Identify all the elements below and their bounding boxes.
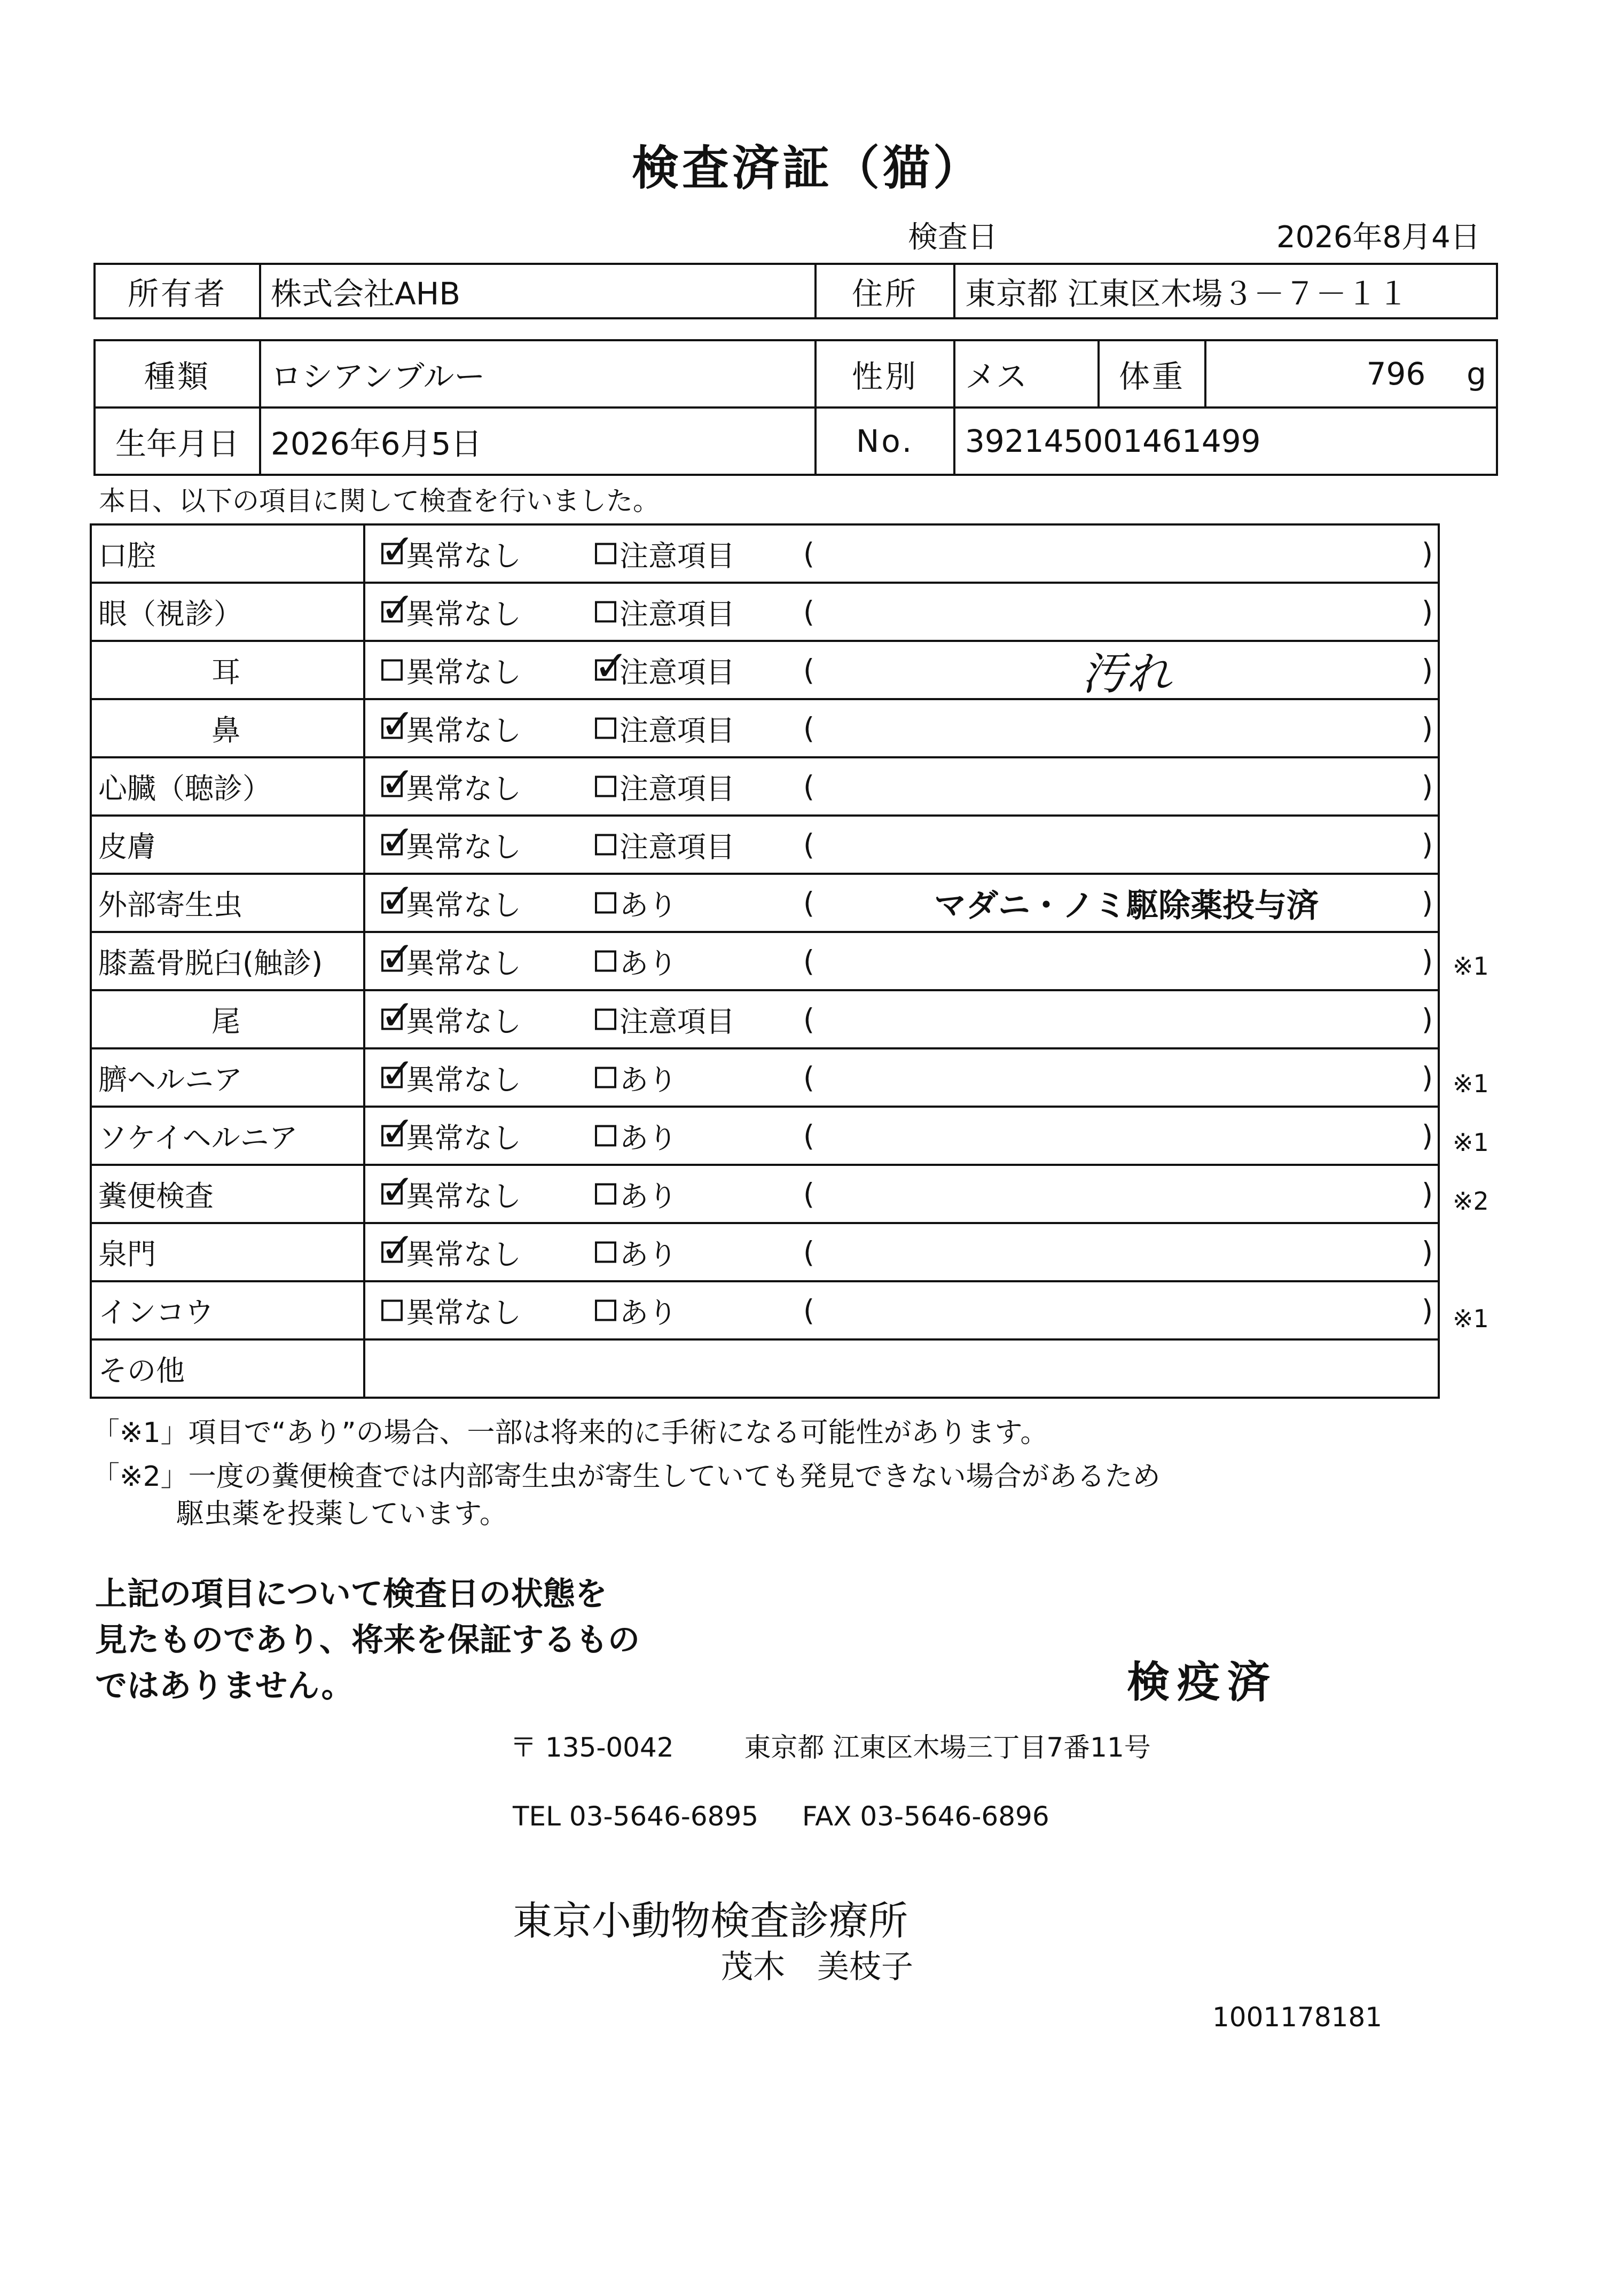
option-attention[interactable] (595, 824, 735, 865)
intro-text: 本日、以下の項目に関して検査を行いました。 (99, 485, 660, 516)
option-label: 異常なし (406, 1179, 521, 1213)
note-close-paren: ) (1422, 1002, 1433, 1036)
inspector-name: 茂木 美枝子 (721, 1948, 913, 1986)
inspection-item-label: 耳 (211, 655, 240, 689)
birth-label: 生年月日 (95, 408, 260, 475)
option-attention[interactable] (595, 1290, 677, 1331)
inspection-item-label: 鼻 (211, 714, 240, 747)
option-attention[interactable] (595, 766, 735, 807)
inspection-result-cell (364, 641, 1439, 699)
option-label: 異常なし (406, 539, 521, 573)
note-close-paren: ) (1422, 711, 1433, 745)
option-attention[interactable] (595, 999, 735, 1040)
note-close-paren: ) (1422, 1061, 1433, 1094)
check-mark-icon: ✓ (380, 1224, 415, 1273)
note-open-paren: ( (803, 1119, 815, 1153)
inspection-row (91, 1165, 1439, 1223)
checkbox[interactable] (380, 584, 415, 632)
footnote-2-line-2: 駆虫薬を投薬しています。 (176, 1498, 507, 1530)
note-open-paren: ( (803, 537, 815, 570)
check-mark-icon: ✓ (380, 584, 415, 632)
serial-number: 1001178181 (1212, 2002, 1383, 2033)
option-attention[interactable] (595, 533, 735, 574)
checkbox[interactable] (380, 991, 415, 1040)
checkbox[interactable] (380, 526, 415, 574)
checkbox[interactable] (595, 1300, 616, 1321)
footnote-1: 「※1」項目で“あり”の場合、一部は将来的に手術になる可能性があります。 (92, 1417, 1048, 1449)
inspection-row (91, 524, 1439, 583)
option-label: 注意項目 (620, 830, 735, 864)
option-label: 異常なし (406, 1005, 521, 1038)
inspection-row (91, 874, 1439, 932)
footnote-mark: ※1 (1453, 1304, 1489, 1333)
note-open-paren: ( (803, 944, 815, 978)
inspection-result-cell (364, 583, 1439, 641)
option-label: 注意項目 (620, 772, 735, 805)
footnote-mark: ※2 (1453, 1187, 1489, 1216)
guarantee-line-3: ではありません。 (95, 1667, 354, 1705)
sex-label: 性別 (816, 340, 954, 408)
checkbox[interactable] (380, 758, 415, 807)
checkbox[interactable] (595, 1184, 616, 1205)
weight-unit: g (1467, 356, 1486, 392)
checkbox[interactable] (380, 1224, 415, 1273)
inspection-table (90, 523, 1440, 1399)
note-close-paren: ) (1422, 1294, 1433, 1327)
checkbox[interactable] (380, 875, 415, 923)
inspection-row (91, 641, 1439, 699)
option-attention[interactable] (595, 1115, 677, 1156)
option-attention[interactable] (595, 1173, 677, 1214)
guarantee-line-1: 上記の項目について検査日の状態を (95, 1576, 607, 1613)
inspection-date-value: 2026年8月4日 (1276, 220, 1480, 255)
option-no-abnormality[interactable] (381, 1290, 521, 1331)
contact-line (513, 1801, 1049, 1832)
checkbox[interactable] (595, 892, 616, 914)
fax-number: FAX 03-5646-6896 (802, 1801, 1049, 1832)
note-open-paren: ( (803, 1294, 815, 1327)
footnote-2-line-1: 「※2」一度の糞便検査では内部寄生虫が寄生していても発見できない場合があるため (92, 1461, 1161, 1493)
option-label: あり (620, 1179, 677, 1213)
inspection-row (91, 699, 1439, 757)
inspection-note: マダニ・ノミ駆除薬投与済 (934, 887, 1319, 924)
checkbox[interactable] (595, 951, 616, 972)
check-mark-icon: ✓ (380, 875, 415, 923)
option-no-abnormality[interactable] (380, 584, 521, 632)
option-attention[interactable] (595, 591, 735, 632)
inspection-item-name (91, 524, 364, 583)
note-open-paren: ( (803, 595, 815, 629)
inspection-item-label: 泉門 (98, 1237, 156, 1271)
option-label: 注意項目 (620, 539, 735, 573)
checkbox[interactable] (380, 933, 415, 982)
option-label: 注意項目 (620, 597, 735, 631)
clinic-address: 東京都 江東区木場三丁目7番11号 (744, 1732, 1151, 1763)
inspection-item-label: 尾 (211, 1005, 240, 1038)
checkbox[interactable] (380, 700, 415, 749)
breed-value: ロシアンブルー (260, 340, 816, 408)
option-label: あり (620, 1237, 677, 1271)
checkbox[interactable] (595, 1125, 616, 1147)
note-open-paren: ( (803, 1061, 815, 1094)
check-mark-icon: ✓ (380, 526, 415, 574)
inspection-item-name (91, 1281, 364, 1339)
inspection-row (91, 1107, 1439, 1165)
inspection-item-label: 膝蓋骨脱臼(触診) (98, 946, 323, 980)
animal-table (93, 339, 1498, 476)
inspection-result-cell (364, 699, 1439, 757)
note-close-paren: ) (1422, 1119, 1433, 1153)
checkbox[interactable] (380, 1166, 415, 1214)
inspection-result-cell (364, 1107, 1439, 1165)
owner-table (93, 263, 1498, 319)
inspection-item-label: 糞便検査 (98, 1179, 214, 1213)
checkbox[interactable] (595, 718, 616, 739)
document-title: 検査済証（猫） (631, 140, 983, 195)
note-open-paren: ( (803, 1177, 815, 1211)
inspection-row (91, 757, 1439, 816)
checkbox[interactable] (595, 543, 616, 565)
breed-label: 種類 (95, 340, 260, 408)
option-attention[interactable] (595, 1057, 677, 1098)
inspection-result-cell (364, 932, 1439, 990)
option-attention[interactable] (594, 642, 735, 691)
note-close-paren: ) (1422, 653, 1433, 687)
check-mark-icon: ✓ (380, 758, 415, 807)
inspection-item-name (91, 1165, 364, 1223)
option-label: 異常なし (406, 830, 521, 864)
option-label: 異常なし (406, 888, 521, 922)
address-value: 東京都 江東区木場３－７－１１ (954, 264, 1497, 318)
note-open-paren: ( (803, 770, 815, 803)
option-label: 異常なし (406, 714, 521, 747)
note-close-paren: ) (1422, 595, 1433, 629)
note-close-paren: ) (1422, 1235, 1433, 1269)
inspection-item-label: 臍ヘルニア (98, 1063, 242, 1096)
inspection-item-name (91, 1339, 364, 1398)
inspection-row (91, 583, 1439, 641)
note-open-paren: ( (803, 711, 815, 745)
check-mark-icon: ✓ (380, 1166, 415, 1214)
weight-cell (1205, 340, 1497, 408)
inspection-result-cell (364, 1281, 1439, 1339)
inspection-item-name (91, 699, 364, 757)
inspection-item-name (91, 1048, 364, 1107)
owner-label: 所有者 (95, 264, 260, 318)
checkbox[interactable] (381, 1300, 403, 1321)
inspection-item-label: 外部寄生虫 (98, 888, 242, 922)
postal-code: 〒 135-0042 (510, 1732, 674, 1763)
owner-value: 株式会社AHB (260, 264, 816, 318)
note-open-paren: ( (803, 828, 815, 861)
inspection-row (91, 990, 1439, 1048)
guarantee-line-2: 見たものであり、将来を保証するもの (95, 1621, 640, 1659)
note-close-paren: ) (1422, 828, 1433, 861)
option-label: あり (620, 1296, 677, 1329)
inspection-item-label: インコウ (98, 1296, 214, 1329)
option-label: 異常なし (406, 946, 521, 980)
inspection-item-name (91, 874, 364, 932)
inspection-result-cell (364, 1048, 1439, 1107)
weight-value: 796 (1366, 356, 1426, 392)
option-no-abnormality[interactable] (380, 1108, 521, 1156)
option-label: 注意項目 (620, 655, 735, 689)
note-open-paren: ( (803, 653, 815, 687)
inspection-row (91, 1281, 1439, 1339)
option-no-abnormality[interactable] (380, 817, 521, 865)
option-label: 注意項目 (620, 1005, 735, 1038)
footnote-mark: ※1 (1453, 1069, 1489, 1098)
inspection-result-cell (364, 816, 1439, 874)
sex-value: メス (954, 340, 1099, 408)
inspection-result-cell (364, 1223, 1439, 1281)
inspection-item-label: その他 (98, 1354, 185, 1388)
note-close-paren: ) (1422, 944, 1433, 978)
checkbox[interactable] (380, 817, 415, 865)
inspection-result-cell (364, 1165, 1439, 1223)
note-open-paren: ( (803, 1235, 815, 1269)
option-no-abnormality[interactable] (380, 758, 521, 807)
tel-number: TEL 03-5646-6895 (513, 1801, 759, 1832)
footnote-mark: ※1 (1453, 1128, 1489, 1157)
option-no-abnormality[interactable] (380, 526, 521, 574)
quarantine-stamp: 検疫済 (1127, 1657, 1277, 1707)
inspection-note: 汚れ (1081, 647, 1171, 700)
inspection-item-name (91, 757, 364, 816)
option-no-abnormality[interactable] (380, 1166, 521, 1214)
inspection-item-name (91, 932, 364, 990)
checkbox[interactable] (380, 1049, 415, 1098)
option-attention[interactable] (595, 941, 677, 982)
option-label: 異常なし (406, 1063, 521, 1096)
option-label: あり (620, 1063, 677, 1096)
check-mark-icon: ✓ (380, 933, 415, 982)
weight-label: 体重 (1099, 340, 1205, 408)
number-label: No. (816, 408, 954, 475)
option-label: 異常なし (406, 772, 521, 805)
option-attention[interactable] (595, 1232, 677, 1273)
checkbox[interactable] (595, 776, 616, 797)
checkbox[interactable] (595, 1009, 616, 1030)
inspection-row (91, 932, 1439, 990)
checkbox[interactable] (380, 1108, 415, 1156)
inspection-item-name (91, 641, 364, 699)
option-attention[interactable] (595, 882, 677, 923)
inspection-result-cell (364, 1339, 1439, 1398)
inspection-item-name (91, 583, 364, 641)
address-label: 住所 (816, 264, 954, 318)
check-mark-icon: ✓ (380, 700, 415, 749)
checkbox[interactable] (595, 601, 616, 623)
option-label: 異常なし (406, 1237, 521, 1271)
inspection-row (91, 1223, 1439, 1281)
option-label: 異常なし (406, 1121, 521, 1155)
check-mark-icon: ✓ (594, 642, 629, 691)
option-label: あり (620, 946, 677, 980)
note-open-paren: ( (803, 1002, 815, 1036)
checkbox[interactable] (595, 834, 616, 856)
option-no-abnormality[interactable] (381, 649, 521, 691)
note-close-paren: ) (1422, 770, 1433, 803)
note-close-paren: ) (1422, 1177, 1433, 1211)
inspection-result-cell (364, 874, 1439, 932)
option-no-abnormality[interactable] (380, 991, 521, 1040)
clinic-address-line (510, 1726, 1151, 1765)
checkbox[interactable] (381, 660, 403, 681)
inspection-item-label: 皮膚 (98, 830, 156, 864)
option-no-abnormality[interactable] (380, 933, 521, 982)
option-attention[interactable] (595, 708, 735, 749)
inspection-item-name (91, 1223, 364, 1281)
birth-value: 2026年6月5日 (260, 408, 816, 475)
option-no-abnormality[interactable] (380, 875, 521, 923)
inspection-result-cell (364, 757, 1439, 816)
option-label: あり (620, 888, 677, 922)
option-no-abnormality[interactable] (380, 700, 521, 749)
inspection-item-name (91, 990, 364, 1048)
check-mark-icon: ✓ (380, 817, 415, 865)
option-label: 異常なし (406, 655, 521, 689)
check-mark-icon: ✓ (380, 991, 415, 1040)
option-label: 異常なし (406, 597, 521, 631)
inspection-row (91, 1048, 1439, 1107)
check-mark-icon: ✓ (380, 1108, 415, 1156)
inspection-item-label: 心臓（聴診） (98, 772, 271, 805)
inspection-date-label: 検査日 (908, 220, 998, 255)
inspection-row (91, 816, 1439, 874)
option-no-abnormality[interactable] (380, 1049, 521, 1098)
inspection-item-name (91, 1107, 364, 1165)
clinic-name: 東京小動物検査診療所 (513, 1898, 908, 1944)
inspection-result-cell (364, 524, 1439, 583)
note-close-paren: ) (1422, 886, 1433, 920)
checkbox[interactable] (595, 1067, 616, 1088)
inspection-item-label: 口腔 (98, 539, 156, 573)
inspection-item-label: ソケイヘルニア (98, 1121, 298, 1155)
inspection-item-name (91, 816, 364, 874)
note-open-paren: ( (803, 886, 815, 920)
option-label: あり (620, 1121, 677, 1155)
checkbox[interactable] (595, 1242, 616, 1263)
number-value: 392145001461499 (954, 408, 1497, 475)
option-no-abnormality[interactable] (380, 1224, 521, 1273)
footnote-mark: ※1 (1453, 952, 1489, 981)
option-label: 異常なし (406, 1296, 521, 1329)
inspection-item-label: 眼（視診） (98, 597, 242, 631)
checkbox[interactable] (594, 642, 629, 691)
option-label: 注意項目 (620, 714, 735, 747)
guarantee-text (95, 1571, 640, 1709)
check-mark-icon: ✓ (380, 1049, 415, 1098)
inspection-result-cell (364, 990, 1439, 1048)
note-close-paren: ) (1422, 537, 1433, 570)
inspection-row (91, 1339, 1439, 1398)
